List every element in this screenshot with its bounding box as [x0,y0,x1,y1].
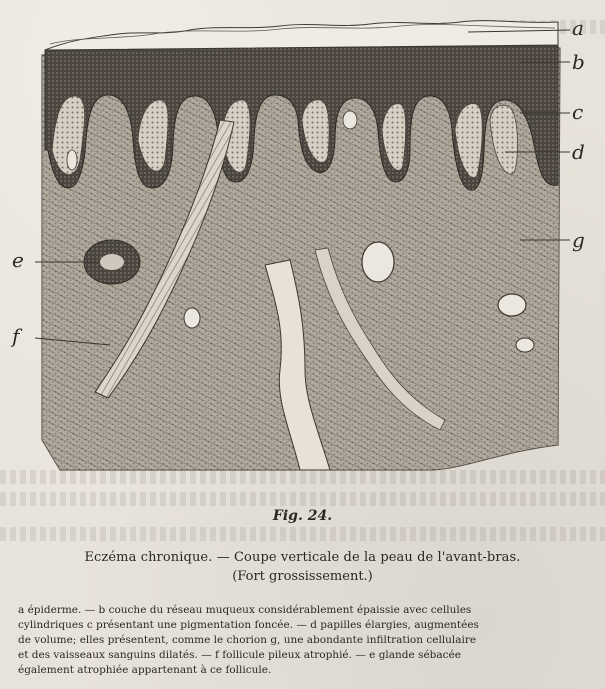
bleed-through-text [0,527,605,541]
label-b: b [572,50,585,74]
figure-title: Eczéma chronique. — Coupe verticale de la peau de l'avant-bras. [84,550,521,565]
figure-subtitle: (Fort grossissement.) [232,569,373,584]
legend-line: a épiderme. — b couche du réseau muqueux considérablement épaissie avec cellules [18,604,472,616]
legend-line: et des vaisseaux sanguins dilatés. — f follicule pileux atrophié. — e glande sébacée [18,649,461,661]
legend-line: de volume; elles présentent, comme le chorion g, une abondante infiltration cellulaire [18,634,477,646]
label-f: f [12,324,20,348]
label-g: g [572,228,585,252]
label-e: e [12,248,24,272]
legend-line: cylindriques c présentant une pigmentation foncée. — d papilles élargies, augmentées [18,619,479,631]
label-c: c [572,100,584,124]
label-d: d [572,140,585,164]
label-a: a [572,16,584,40]
figure-number: Fig. 24. [272,508,333,524]
figure-legend [18,603,590,678]
legend-line: également atrophiée appartenant à ce follicule. [18,664,272,676]
